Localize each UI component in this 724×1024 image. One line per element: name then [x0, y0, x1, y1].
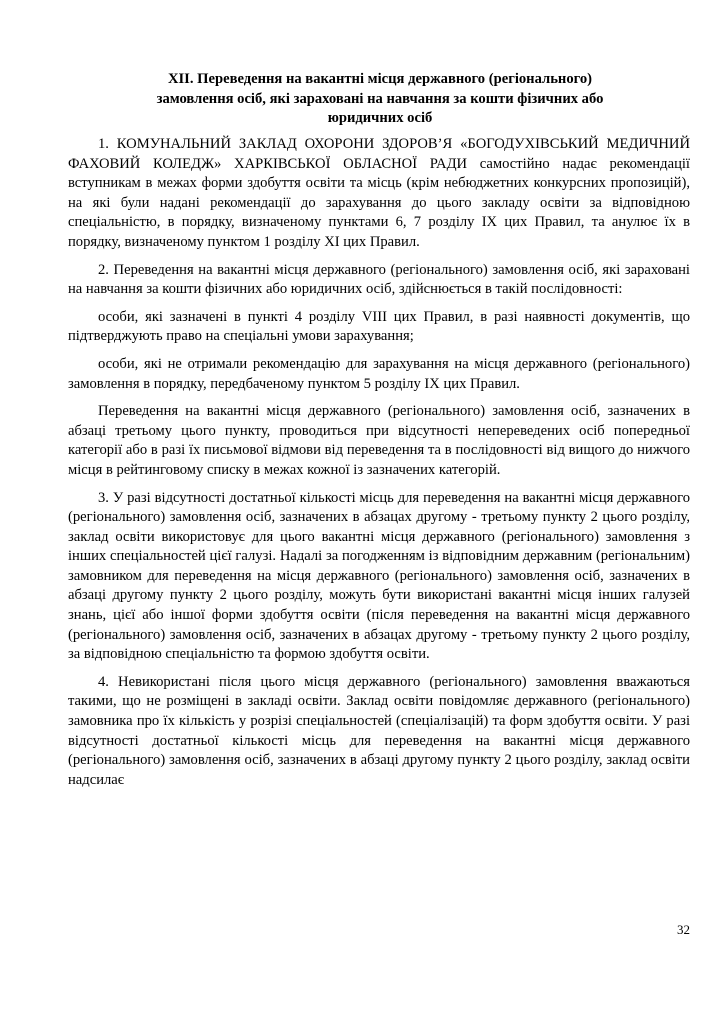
- heading-line: замовлення осіб, які зараховані на навчання за кошти фізичних або: [156, 90, 604, 107]
- page-number: 32: [677, 922, 690, 937]
- paragraph-2-item-2: особи, які не отримали рекомендацію для зарахування на місця державного (регіонального) замовлення в порядку, передбаченому пунктом 5 розділу IX цих Правил.: [68, 355, 690, 392]
- paragraph-4: 4. Невикористані після цього місця державного (регіонального) замовлення вважаються такими, що не розміщені в закладі освіти. Заклад освіти повідомляє державного (регіонального) замовника про їх кількість у розрізі спеціальностей (спеціалізацій) та форм здобуття освіти. У разі відсутності достатньої кількості місць для переведення на вакантні місця державного (регіонального) замовлення осіб, зазначених в абзаці другому пункту 2 цього розділу, заклад освіти надсилає: [68, 673, 690, 788]
- section-heading: [100, 70, 660, 129]
- paragraph-2-item-1: особи, які зазначені в пункті 4 розділу VIII цих Правил, в разі наявності документів, що підтверджують право на спеціальні умови зарахування;: [68, 308, 690, 345]
- paragraph-1: 1. КОМУНАЛЬНИЙ ЗАКЛАД ОХОРОНИ ЗДОРОВ’Я «БОГОДУХІВСЬКИЙ МЕДИЧНИЙ ФАХОВИЙ КОЛЕДЖ» ХАРКІВСЬКОЇ ОБЛАСНОЇ РАДИ самостійно надає рекомендації вступникам в межах форми здобуття освіти та місць (крім небюджетних конкурсних пропозицій), на які були надані рекомендації до зарахування до цього закладу освіти за відповідною спеціальністю, в порядку, визначеному пунктами 6, 7 розділу IX цих Правил, та анулює їх в порядку, визначеному пунктом 1 розділу XI цих Правил.: [68, 136, 690, 250]
- paragraph-2-note: Переведення на вакантні місця державного (регіонального) замовлення осіб, зазначених в абзаці третьому цього пункту, проводиться при відсутності непереведених осіб попередньої категорії або в разі їх письмової відмови від переведення та в послідовності від вищого до нижчого місця в рейтинговому списку в межах кожної із зазначених категорій.: [68, 403, 690, 478]
- paragraph-2: 2. Переведення на вакантні місця державного (регіонального) замовлення осіб, які зараховані на навчання за кошти фізичних або юридичних осіб, здійснюється в такій послідовності:: [68, 261, 690, 298]
- heading-line: юридичних осіб: [327, 110, 433, 126]
- document-body: [68, 135, 690, 798]
- paragraph-3: 3. У разі відсутності достатньої кількості місць для переведення на вакантні місця державного (регіонального) замовлення осіб, зазначених в абзацах другому - третьому пункту 2 цього розділу, заклад освіти використовує для цього вакантні місця державного (регіонального) замовлення з інших спеціальностей цієї галузі. Надалі за погодженням із відповідним державним (регіональним) замовником для переведення на місця державного (регіонального) замовлення осіб, зазначених в абзаці другому пункту 2 цього розділу, можуть бути використані вакантні місця інших галузей знань, цієї або іншої форми здобуття освіти (після переведення на вакантні місця державного (регіонального) замовлення осіб, зазначених в абзацах другому - третьому пункту 2 цього розділу, за відповідною спеціальністю та формою здобуття освіти.: [68, 489, 690, 663]
- heading-line: XII. Переведення на вакантні місця державного (регіонального): [167, 71, 593, 87]
